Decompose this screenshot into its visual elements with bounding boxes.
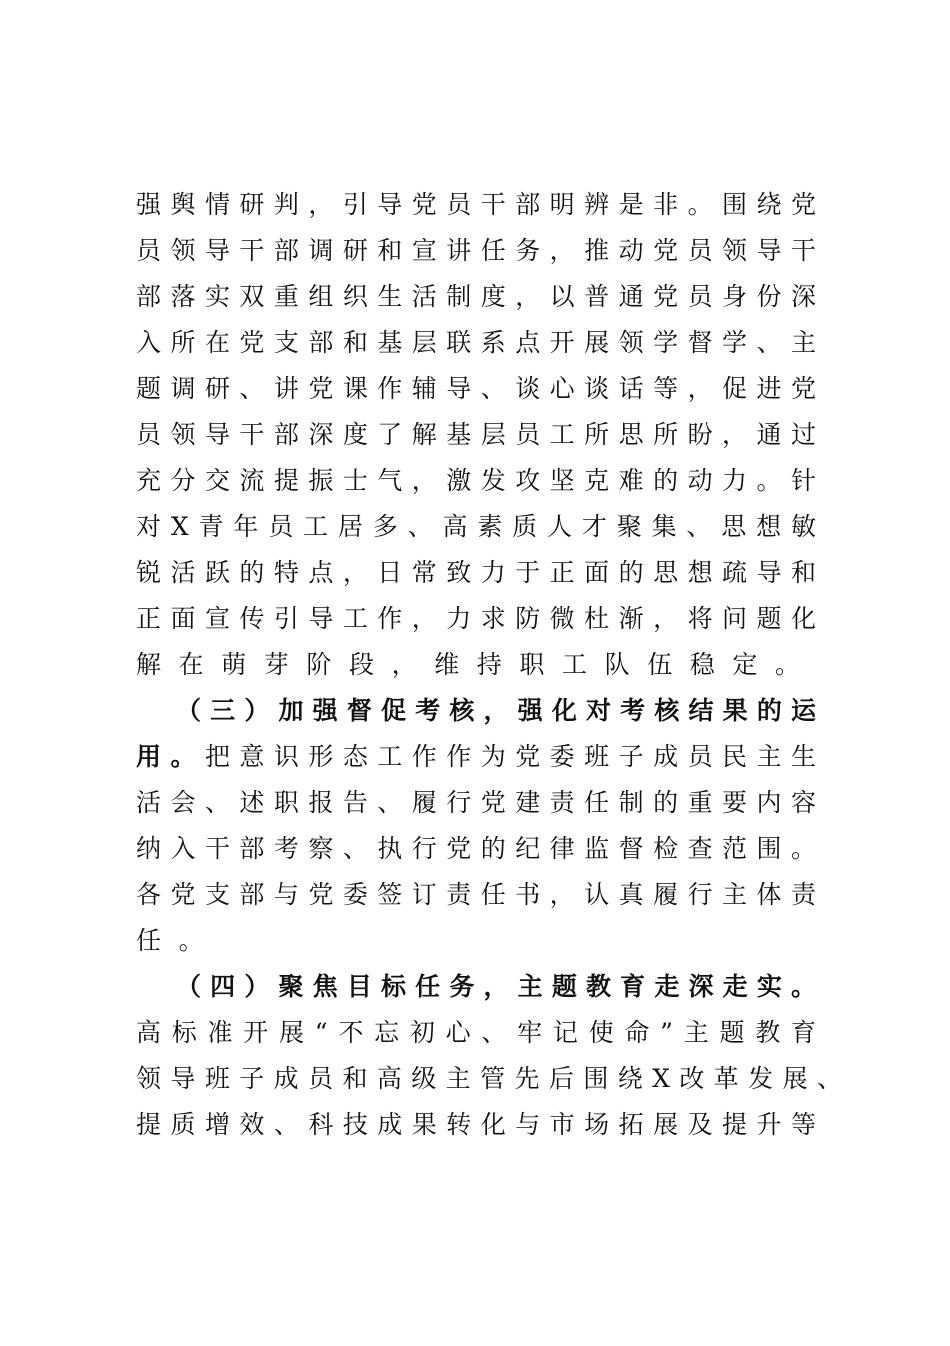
paragraph-line: 题调研、讲党课作辅导、谈心谈话等，促进党 [136,374,816,403]
paragraph-line: 部落实双重组织生活制度，以普通党员身份深 [136,282,816,311]
section-4-line: 领导班子成员和高级主管先后围绕X改革发展、 [136,1064,842,1093]
section-3-line: 纳入干部考察、执行党的纪律监督检查范围。 [136,834,816,863]
section-4-line: 高标准开展“不忘初心、牢记使命”主题教育 [136,1018,816,1047]
section-3-heading: （三）加强督促考核，强化对考核结果的运 [176,696,816,725]
section-4-line: 提质增效、科技成果转化与市场拓展及提升等 [136,1110,816,1139]
paragraph-line: 充分交流提振士气，激发攻坚克难的动力。针 [136,466,816,495]
body-text [136,182,842,1148]
paragraph-last-line: 解在萌芽阶段，维持职工队伍稳定。 [136,650,818,679]
section-3-line [136,734,816,780]
paragraph-line: 正面宣传引导工作，力求防微杜渐，将问题化 [136,604,816,633]
section-3-text: 把意识形态工作作为党委班子成员民主生 [204,742,816,771]
paragraph-line: 锐活跃的特点，日常致力于正面的思想疏导和 [136,558,816,587]
paragraph-line: 强舆情研判，引导党员干部明辨是非。围绕党 [136,190,816,219]
section-3-last-line: 任。 [136,926,222,955]
paragraph-line: 员领导干部调研和宣讲任务，推动党员领导干 [136,236,816,265]
paragraph-line: 对X青年员工居多、高素质人才聚集、思想敏 [136,512,816,541]
paragraph-line: 入所在党支部和基层联系点开展领学督学、主 [136,328,816,357]
section-3-line: 活会、述职报告、履行党建责任制的重要内容 [136,788,816,817]
section-4-heading: （四）聚焦目标任务，主题教育走深走实。 [176,972,816,1001]
paragraph-line: 员领导干部深度了解基层员工所思所盼，通过 [136,420,816,449]
section-3-line: 各党支部与党委签订责任书，认真履行主体责 [136,880,816,909]
section-3-heading-tail: 用。 [136,742,205,771]
